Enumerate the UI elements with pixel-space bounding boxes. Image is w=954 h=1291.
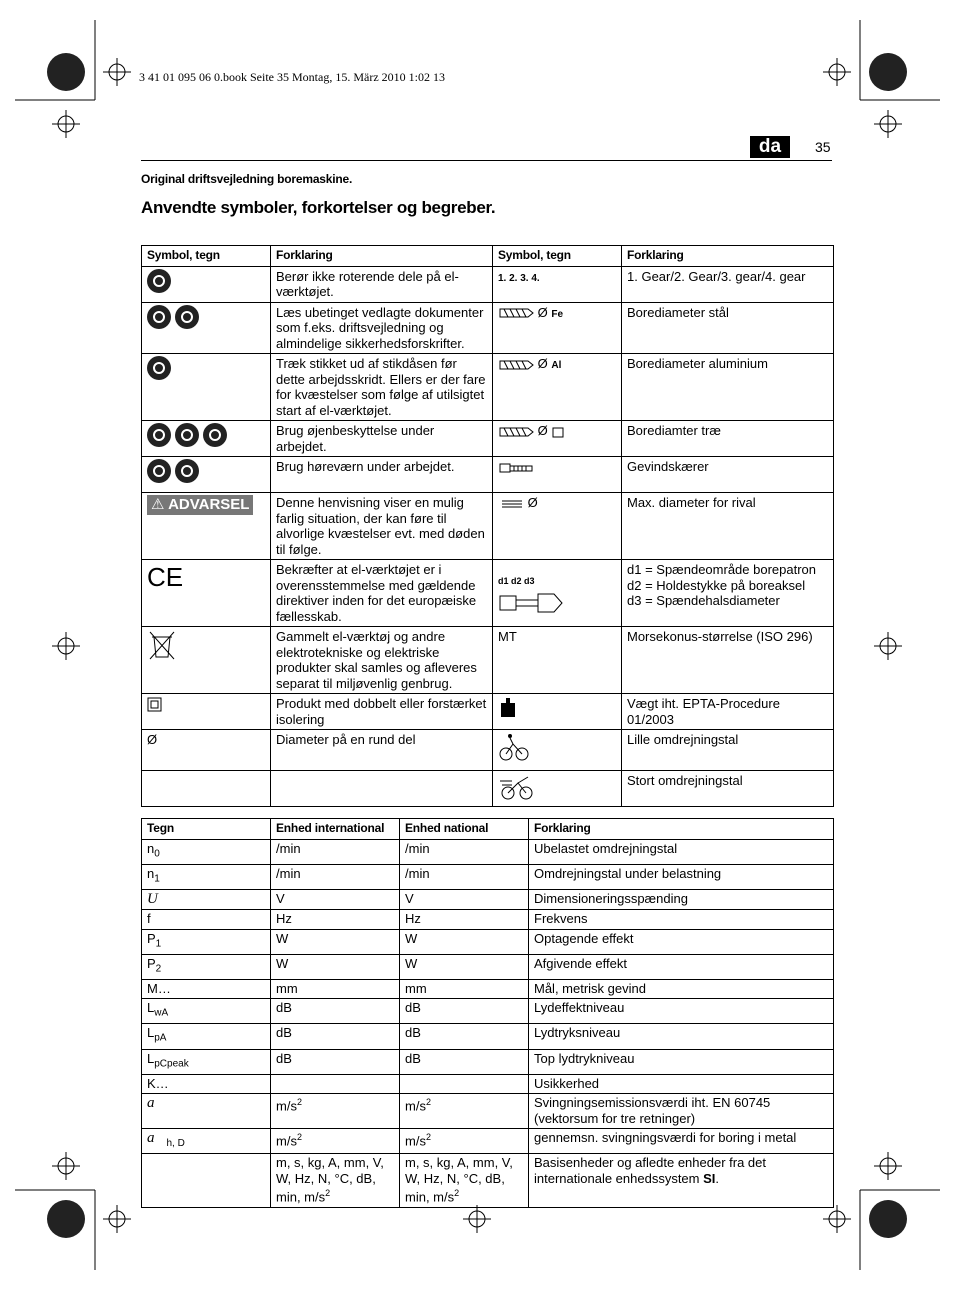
print-info-line: 3 41 01 095 06 0.book Seite 35 Montag, 15. März 2010 1:02 13	[139, 70, 445, 84]
unit-explanation-cell: Omdrejningstal under belastning	[529, 864, 834, 889]
unit-explanation-cell: Basisenheder og afledte enheder fra det internationale enhedssystem SI.	[529, 1154, 834, 1208]
unit-explanation-cell: Dimensioneringsspænding	[529, 889, 834, 910]
explanation-cell: Borediamter træ	[622, 421, 834, 457]
unit-international-cell: dB	[271, 1024, 400, 1049]
chuck-dimension-labels: d1 d2 d3	[498, 576, 535, 586]
table-row	[142, 999, 834, 1024]
symbol-cell	[142, 266, 271, 302]
symbol-cell	[493, 354, 622, 421]
explanation-cell: Gammelt el-værktøj og andre elektrotekniske og elektriske produkter skal samles og afleveres separat til miljøvenlig genbrug.	[271, 627, 493, 694]
column-header: Forklaring	[529, 819, 834, 840]
symbol-cell: Ø	[142, 730, 271, 771]
unit-explanation-cell: Top lydtrykniveau	[529, 1049, 834, 1074]
table-row	[142, 771, 834, 807]
symbol-cell	[493, 421, 622, 457]
wood-icon	[551, 425, 565, 439]
column-header: Forklaring	[271, 246, 493, 267]
symbol-cell	[142, 771, 271, 807]
unit-national-cell: /min	[400, 839, 529, 864]
unit-symbol-cell: $L_{pCpeak}$	[142, 1049, 271, 1074]
table-row	[142, 457, 834, 493]
drill-bit-icon	[498, 306, 534, 320]
unit-explanation-cell: Svingningsemissionsværdi iht. EN 60745 (vektorsum for tre retninger)	[529, 1094, 834, 1129]
drill-bit-icon	[498, 425, 534, 439]
registration-wheel-icon	[869, 1200, 907, 1238]
symbol-cell	[142, 457, 271, 493]
unit-explanation-cell: Frekvens	[529, 910, 834, 930]
table-row	[142, 1049, 834, 1074]
symbol-cell	[142, 694, 271, 730]
unit-international-cell: V	[271, 889, 400, 910]
symbol-cell	[493, 771, 622, 807]
crossed-bin-icon	[147, 629, 177, 661]
unit-national-cell: /min	[400, 864, 529, 889]
table-row	[142, 421, 834, 457]
unit-national-cell: Hz	[400, 910, 529, 930]
registration-wheel-icon	[869, 53, 907, 91]
warning-badge: ⚠ ADVARSEL	[147, 495, 253, 515]
table-row	[142, 929, 834, 954]
explanation-cell: Gevindskærer	[622, 457, 834, 493]
table-row	[142, 1129, 834, 1154]
explanation-cell: Træk stikket ud af stikdåsen før dette arbejdsskridt. Ellers er der fare for kvæstelser som følge af utilsigtet start af el-værktøjet.	[271, 354, 493, 421]
ce-mark: CE	[147, 562, 184, 592]
unit-international-cell: W	[271, 954, 400, 979]
explanation-cell: Lille omdrejningstal	[622, 730, 834, 771]
explanation-cell: 1. Gear/2. Gear/3. gear/4. gear	[622, 266, 834, 302]
symbol-cell: MT	[493, 627, 622, 694]
table-row	[142, 1094, 834, 1129]
unit-explanation-cell: gennemsn. svingningsværdi for boring i metal	[529, 1129, 834, 1154]
registration-wheel-icon	[47, 53, 85, 91]
table-row	[142, 839, 834, 864]
symbol-cell	[142, 627, 271, 694]
eye-protection-icon	[203, 423, 227, 447]
unit-symbol-cell: $L_{pA}$	[142, 1024, 271, 1049]
table-row	[142, 302, 834, 354]
chuck-diagram-icon	[498, 590, 568, 616]
explanation-cell	[271, 771, 493, 807]
unit-national-cell	[400, 1074, 529, 1094]
explanation-cell: Max. diameter for rival	[622, 493, 834, 560]
unit-international-cell: $m/s^2$	[271, 1094, 400, 1129]
explanation-cell: Morsekonus-størrelse (ISO 296)	[622, 627, 834, 694]
table-row	[142, 560, 834, 627]
unit-symbol-cell: U	[142, 889, 271, 910]
unit-explanation-cell: Usikkerhed	[529, 1074, 834, 1094]
diameter-symbol: Ø	[537, 423, 548, 438]
unit-national-cell: $m/s^2$	[400, 1129, 529, 1154]
explanation-cell: Produkt med dobbelt eller forstærket isolering	[271, 694, 493, 730]
unit-national-cell: dB	[400, 1049, 529, 1074]
unit-explanation-cell: Lydtryksniveau	[529, 1024, 834, 1049]
unit-symbol-cell	[142, 1154, 271, 1208]
aluminium-label: Al	[551, 360, 562, 371]
table-row	[142, 979, 834, 999]
section-title: Anvendte symboler, forkortelser og begreber.	[141, 198, 496, 217]
explanation-cell: Denne henvisning viser en mulig farlig situation, der kan føre til alvorlige kvæstelser evt. med døden til følge.	[271, 493, 493, 560]
symbol-cell	[142, 421, 271, 457]
unit-international-cell	[271, 1074, 400, 1094]
unit-explanation-cell: Ubelastet omdrejningstal	[529, 839, 834, 864]
unit-national-cell: dB	[400, 1024, 529, 1049]
registration-wheel-icon	[47, 1200, 85, 1238]
book-icon	[175, 305, 199, 329]
table-row	[142, 694, 834, 730]
unit-symbol-cell: a	[142, 1094, 271, 1129]
explanation-cell: Borediameter stål	[622, 302, 834, 354]
unit-international-cell: dB	[271, 999, 400, 1024]
eye-protection-icon	[147, 423, 171, 447]
unit-explanation-cell: Mål, metrisk gevind	[529, 979, 834, 999]
page-number: 35	[815, 139, 831, 155]
explanation-cell: d1 = Spændeområde borepatron d2 = Holdestykke på boreaksel d3 = Spændehalsdiameter	[622, 560, 834, 627]
column-header: Forklaring	[622, 246, 834, 267]
explanation-cell: Bekræfter at el-værktøjet er i overensstemmelse med gældende direktiver inden for det europæiske fællesskab.	[271, 560, 493, 627]
steel-label: Fe	[551, 308, 564, 320]
unit-international-cell: /min	[271, 864, 400, 889]
unit-international-cell: m, s, kg, A, mm, V, W, Hz, N, °C, dB, min, $m/s^2$	[271, 1154, 400, 1208]
eye-protection-icon	[175, 423, 199, 447]
explanation-cell: Berør ikke roterende dele på el-værktøjet.	[271, 266, 493, 302]
explanation-cell: Diameter på en rund del	[271, 730, 493, 771]
explanation-cell: Stort omdrejningstal	[622, 771, 834, 807]
unit-national-cell: W	[400, 929, 529, 954]
no-touch-rotating-icon	[147, 269, 171, 293]
explanation-cell: Brug øjenbeskyttelse under arbejdet.	[271, 421, 493, 457]
table-row	[142, 864, 834, 889]
drill-bit-icon	[498, 358, 534, 372]
table-row	[142, 1154, 834, 1208]
symbol-cell	[142, 493, 271, 560]
unit-symbol-cell: $L_{wA}$	[142, 999, 271, 1024]
table-row	[142, 889, 834, 910]
unit-international-cell: Hz	[271, 910, 400, 930]
column-header: Enhed international	[271, 819, 400, 840]
unit-symbol-cell: $P_2$	[142, 954, 271, 979]
unit-national-cell: W	[400, 954, 529, 979]
table-row	[142, 1024, 834, 1049]
high-speed-bicycle-icon	[498, 773, 538, 801]
ear-protection-icon	[147, 459, 171, 483]
unit-international-cell: W	[271, 929, 400, 954]
unplug-icon	[147, 356, 171, 380]
unit-national-cell: mm	[400, 979, 529, 999]
diameter-symbol: Ø	[537, 304, 548, 320]
table-header-row	[142, 819, 834, 840]
unit-international-cell: mm	[271, 979, 400, 999]
unit-national-cell: m, s, kg, A, mm, V, W, Hz, N, °C, dB, min, $m/s^2$	[400, 1154, 529, 1208]
double-insulation-icon	[147, 697, 163, 713]
symbol-cell	[493, 730, 622, 771]
symbol-cell	[493, 266, 622, 302]
explanation-cell: Brug høreværn under arbejdet.	[271, 457, 493, 493]
column-header: Symbol, tegn	[142, 246, 271, 267]
unit-symbol-cell: a $_{h, D}$	[142, 1129, 271, 1154]
symbol-cell	[493, 302, 622, 354]
table-header-row	[142, 246, 834, 267]
unit-national-cell: dB	[400, 999, 529, 1024]
language-badge: da	[750, 136, 790, 158]
unit-symbol-cell: $n_0$	[142, 839, 271, 864]
unit-symbol-cell: $n_1$	[142, 864, 271, 889]
unit-symbol-cell: $P_1$	[142, 929, 271, 954]
unit-international-cell: $m/s^2$	[271, 1129, 400, 1154]
symbol-cell	[142, 302, 271, 354]
table-row	[142, 1074, 834, 1094]
gear-selector-label: 1. 2. 3. 4.	[498, 272, 540, 284]
unit-international-cell: dB	[271, 1049, 400, 1074]
explanation-cell: Læs ubetinget vedlagte dokumenter som f.eks. driftsvejledning og almindelige sikkerhedsforskrifter.	[271, 302, 493, 354]
unit-explanation-cell: Afgivende effekt	[529, 954, 834, 979]
symbol-cell	[142, 354, 271, 421]
unit-national-cell: V	[400, 889, 529, 910]
symbol-cell	[142, 560, 271, 627]
unit-explanation-cell: Optagende effekt	[529, 929, 834, 954]
symbol-cell	[493, 694, 622, 730]
table-row	[142, 354, 834, 421]
diameter-symbol: Ø	[537, 356, 548, 371]
column-header: Tegn	[142, 819, 271, 840]
table-row	[142, 627, 834, 694]
read-manual-icon	[147, 305, 171, 329]
document-subtitle: Original driftsvejledning boremaskine.	[141, 172, 353, 186]
symbol-cell	[493, 493, 622, 560]
low-speed-bicycle-icon	[498, 732, 530, 762]
column-header: Enhed national	[400, 819, 529, 840]
explanation-cell: Borediameter aluminium	[622, 354, 834, 421]
unit-explanation-cell: Lydeffektniveau	[529, 999, 834, 1024]
explanation-cell: Vægt iht. EPTA-Procedure 01/2003	[622, 694, 834, 730]
symbol-cell	[493, 457, 622, 493]
unit-symbol-cell: f	[142, 910, 271, 930]
table-row	[142, 730, 834, 771]
warning-icon: ⚠	[151, 496, 169, 513]
unit-symbol-cell: K…	[142, 1074, 271, 1094]
weight-icon	[498, 696, 518, 718]
table-row	[142, 954, 834, 979]
table-row	[142, 493, 834, 560]
thread-cutter-icon	[498, 461, 534, 475]
unit-international-cell: /min	[271, 839, 400, 864]
symbol-cell	[493, 560, 622, 627]
table-row	[142, 266, 834, 302]
units-table	[141, 818, 834, 1208]
rivet-icon	[498, 498, 524, 510]
unit-symbol-cell: M…	[142, 979, 271, 999]
unit-national-cell: $m/s^2$	[400, 1094, 529, 1129]
symbols-table	[141, 245, 834, 807]
ear-protection-icon	[175, 459, 199, 483]
column-header: Symbol, tegn	[493, 246, 622, 267]
table-row	[142, 910, 834, 930]
diameter-symbol: Ø	[527, 495, 538, 510]
